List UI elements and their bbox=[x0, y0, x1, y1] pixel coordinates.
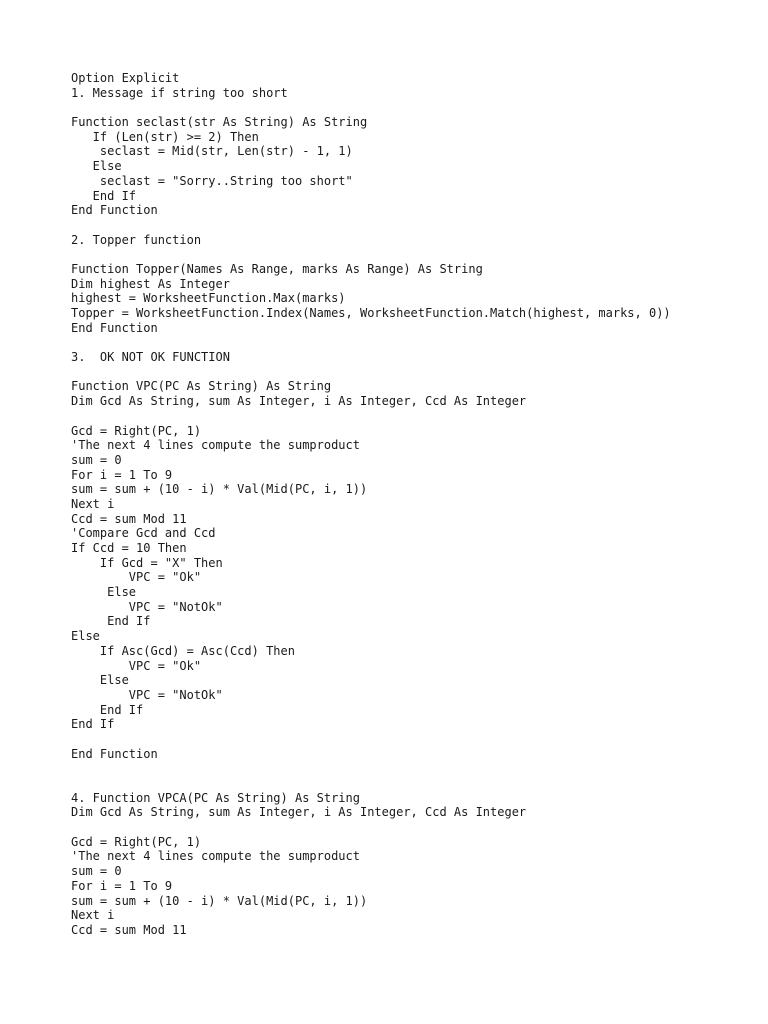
code-line: sum = sum + (10 - i) * Val(Mid(PC, i, 1)) bbox=[71, 482, 368, 497]
code-line bbox=[71, 247, 671, 262]
code-line: Else bbox=[71, 673, 129, 688]
code-line bbox=[71, 365, 671, 380]
code-line: sum = sum + (10 - i) * Val(Mid(PC, i, 1)) bbox=[71, 893, 368, 908]
code-line: Next i bbox=[71, 496, 115, 511]
code-line: End If bbox=[71, 717, 115, 732]
code-line: Option Explicit bbox=[71, 71, 180, 85]
code-line bbox=[71, 761, 671, 776]
code-line: Function VPC(PC As String) As String bbox=[71, 379, 332, 394]
code-line: 2. Topper function bbox=[71, 232, 202, 247]
code-line: Else bbox=[71, 585, 137, 600]
code-line: If Asc(Gcd) = Asc(Ccd) Then bbox=[71, 643, 295, 658]
code-line: VPC = "NotOk" bbox=[71, 599, 223, 614]
code-line: 'The next 4 lines compute the sumproduct bbox=[71, 849, 360, 864]
code-line: End Function bbox=[71, 203, 158, 218]
code-line: seclast = "Sorry..String too short" bbox=[71, 173, 353, 188]
code-line: Gcd = Right(PC, 1) bbox=[71, 423, 202, 438]
code-line: sum = 0 bbox=[71, 452, 122, 467]
code-line: VPC = "Ok" bbox=[71, 658, 202, 673]
code-line: 4. Function VPCA(PC As String) As String bbox=[71, 790, 360, 805]
code-line: End If bbox=[71, 614, 151, 629]
code-line: sum = 0 bbox=[71, 864, 122, 879]
code-line: If Gcd = "X" Then bbox=[71, 555, 223, 570]
code-line: 'Compare Gcd and Ccd bbox=[71, 526, 216, 541]
code-line: Else bbox=[71, 629, 100, 644]
code-line: Else bbox=[71, 159, 122, 174]
code-line: Dim Gcd As String, sum As Integer, i As Integer, Ccd As Integer bbox=[71, 805, 527, 820]
code-line: End If bbox=[71, 702, 144, 717]
code-line: VPC = "NotOk" bbox=[71, 687, 223, 702]
code-line: seclast = Mid(str, Len(str) - 1, 1) bbox=[71, 144, 353, 159]
code-line bbox=[71, 409, 671, 424]
code-line: VPC = "Ok" bbox=[71, 570, 202, 585]
code-line: Function seclast(str As String) As String bbox=[71, 115, 368, 130]
code-line: End If bbox=[71, 188, 137, 203]
code-line: If (Len(str) >= 2) Then bbox=[71, 129, 259, 144]
code-line: highest = WorksheetFunction.Max(marks) bbox=[71, 291, 346, 306]
code-line: Dim highest As Integer bbox=[71, 276, 230, 291]
code-line: Ccd = sum Mod 11 bbox=[71, 511, 187, 526]
code-line: End Function bbox=[71, 320, 158, 335]
vba-code-listing bbox=[71, 71, 671, 938]
code-line: Ccd = sum Mod 11 bbox=[71, 922, 187, 937]
code-line: Topper = WorksheetFunction.Index(Names, WorksheetFunction.Match(highest, marks, 0)) bbox=[71, 306, 671, 320]
code-line bbox=[71, 218, 671, 233]
code-line bbox=[71, 732, 671, 747]
code-line: Next i bbox=[71, 908, 115, 923]
code-line bbox=[71, 335, 671, 350]
code-line: Function Topper(Names As Range, marks As Range) As String bbox=[71, 261, 483, 276]
code-line: End Function bbox=[71, 746, 158, 761]
code-line bbox=[71, 100, 671, 115]
code-line: If Ccd = 10 Then bbox=[71, 541, 187, 555]
code-line bbox=[71, 820, 671, 835]
code-line bbox=[71, 776, 671, 791]
code-line: 3. OK NOT OK FUNCTION bbox=[71, 350, 230, 365]
code-line: 'The next 4 lines compute the sumproduct bbox=[71, 438, 360, 453]
code-line: Gcd = Right(PC, 1) bbox=[71, 834, 202, 849]
code-line: For i = 1 To 9 bbox=[71, 467, 173, 482]
code-line: Dim Gcd As String, sum As Integer, i As Integer, Ccd As Integer bbox=[71, 394, 527, 409]
code-line: 1. Message if string too short bbox=[71, 85, 288, 100]
code-line: For i = 1 To 9 bbox=[71, 878, 173, 893]
